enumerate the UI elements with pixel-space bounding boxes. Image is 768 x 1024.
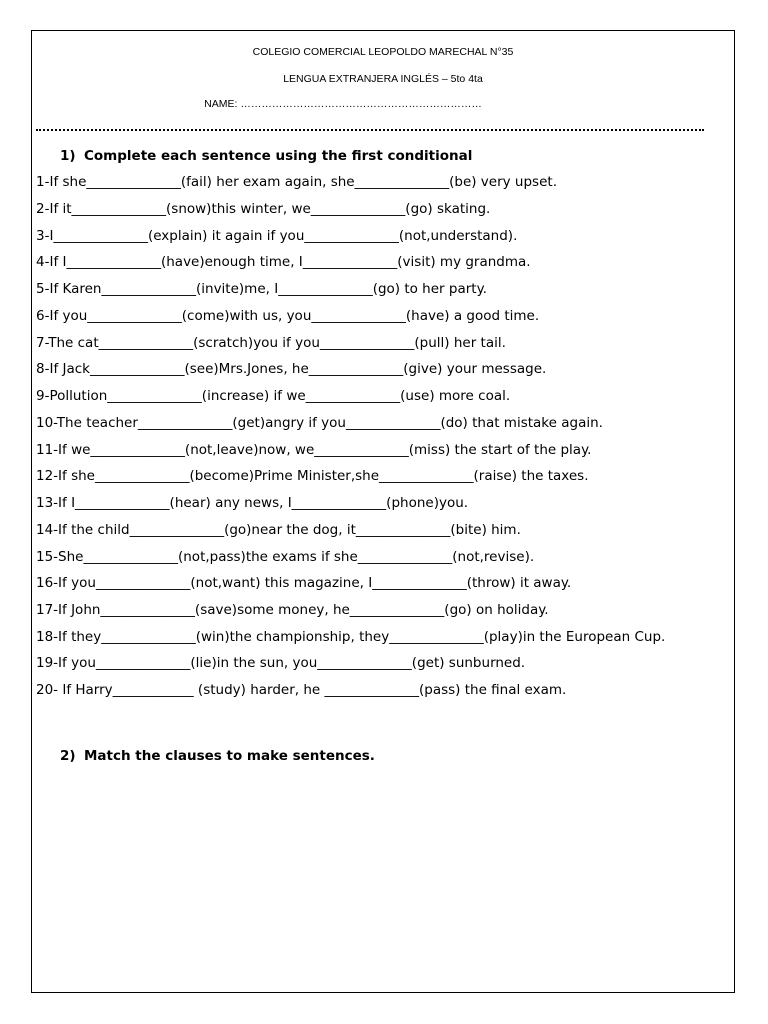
section-2-number: 2) bbox=[60, 748, 76, 764]
section-1-title: Complete each sentence using the first conditional bbox=[84, 148, 473, 164]
sentence-item: 5-If Karen______________(invite)me, I______________(go) to her party. bbox=[36, 281, 487, 297]
sentence-item: 1-If she______________(fail) her exam again, she______________(be) very upset. bbox=[36, 174, 557, 190]
sentence-item: 3-I______________(explain) it again if you______________(not,understand). bbox=[36, 227, 518, 244]
sentence-item: 11-If we______________(not,leave)now, we______________(miss) the start of the play. bbox=[36, 441, 592, 458]
sentence-item: 6-If you______________(come)with us, you______________(have) a good time. bbox=[36, 307, 540, 324]
sentence-item: 15-She______________(not,pass)the exams if she______________(not,revise). bbox=[36, 548, 535, 565]
sentence-item: 13-If I______________(hear) any news, I______________(phone)you. bbox=[36, 495, 469, 511]
school-name: COLEGIO COMERCIAL LEOPOLDO MARECHAL N°35 bbox=[252, 46, 514, 58]
sentence-item: 16-If you______________(not,want) this magazine, I______________(throw) it away. bbox=[36, 575, 572, 592]
sentence-item: 7-The cat______________(scratch)you if you______________(pull) her tail. bbox=[36, 334, 506, 351]
sentence-item: 14-If the child______________(go)near the dog, it______________(bite) him. bbox=[36, 521, 521, 538]
sentence-list bbox=[36, 174, 696, 709]
sentence-item: 18-If they______________(win)the championship, they______________(play)in the European Cup. bbox=[36, 628, 666, 645]
section-1-number: 1) bbox=[60, 148, 76, 164]
sentence-item: 2-If it______________(snow)this winter, we______________(go) skating. bbox=[36, 200, 491, 217]
sentence-item: 9-Pollution______________(increase) if we______________(use) more coal. bbox=[36, 388, 511, 404]
name-field[interactable]: NAME: …………………………………………………………… bbox=[204, 98, 482, 110]
sentence-item: 10-The teacher______________(get)angry if you______________(do) that mistake again. bbox=[36, 414, 603, 431]
sentence-item: 19-If you______________(lie)in the sun, you______________(get) sunburned. bbox=[36, 655, 526, 672]
sentence-item: 12-If she______________(become)Prime Minister,she______________(raise) the taxes. bbox=[36, 468, 589, 485]
section-2-title: Match the clauses to make sentences. bbox=[84, 748, 375, 764]
sentence-item: 20- If Harry____________ (study) harder, he ______________(pass) the final exam. bbox=[36, 682, 567, 698]
section-1-heading bbox=[60, 148, 472, 164]
worksheet-page bbox=[31, 30, 735, 993]
section-2-heading bbox=[60, 748, 375, 764]
subject-line: LENGUA EXTRANJERA INGLÉS – 5to 4ta bbox=[283, 73, 483, 85]
sentence-item: 8-If Jack______________(see)Mrs.Jones, he______________(give) your message. bbox=[36, 361, 547, 378]
dotted-divider bbox=[36, 123, 704, 131]
sentence-item: 17-If John______________(save)some money, he______________(go) on holiday. bbox=[36, 602, 549, 618]
sentence-item: 4-If I______________(have)enough time, I______________(visit) my grandma. bbox=[36, 254, 531, 271]
